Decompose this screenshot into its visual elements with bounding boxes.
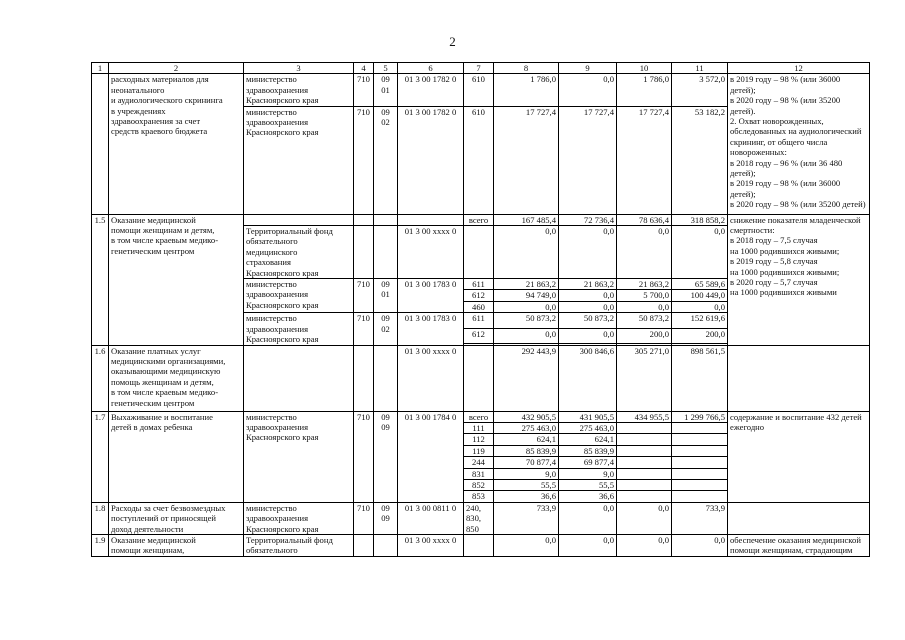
column-header: 9: [559, 63, 617, 74]
expense-type-code: 852: [464, 479, 494, 490]
expense-type-code: 611: [464, 279, 494, 290]
table-row: [92, 534, 870, 556]
section-code: 09 02: [374, 313, 398, 345]
section-code: 09 02: [374, 106, 398, 214]
section-code: 09 01: [374, 279, 398, 313]
table-row: [92, 74, 870, 106]
grbs-code: 710: [354, 313, 374, 345]
expense-type-code: 119: [464, 445, 494, 456]
amount-2018: 292 443,9: [494, 345, 559, 411]
section-code: 09 09: [374, 502, 398, 534]
measure-name: Оказание платных услуг медицинскими организациями, оказывающими медицинскую помощь женщинам и детям, в том числе краевым медико- генетическим центром: [109, 345, 244, 411]
amount-2020: 5 700,0: [617, 290, 672, 301]
grbs-code: 710: [354, 502, 374, 534]
expense-type-code: 244: [464, 457, 494, 468]
amount-2020: 50 873,2: [617, 313, 672, 328]
expense-type-code: 610: [464, 74, 494, 106]
expected-result: содержание и воспитание 432 детей ежегодно: [728, 411, 870, 502]
amount-2018: 0,0: [494, 301, 559, 312]
amount-total: 733,9: [672, 502, 728, 534]
amount-2020: 17 727,4: [617, 106, 672, 214]
amount-2018: 50 873,2: [494, 313, 559, 328]
amount-2018: 0,0: [494, 328, 559, 343]
expense-type-code: всего: [464, 214, 494, 225]
row-number: 1.9: [92, 534, 109, 556]
amount-2019: 0,0: [559, 226, 617, 279]
page-number: 2: [449, 34, 456, 49]
table-row: [92, 411, 870, 422]
column-header: 1: [92, 63, 109, 74]
organization: министерство здравоохранения Красноярского края: [244, 279, 354, 313]
amount-2019: 50 873,2: [559, 313, 617, 328]
expense-type-code: 831: [464, 468, 494, 479]
amount-2020: 0,0: [617, 301, 672, 312]
target-article-code: 01 3 00 хххх 0: [398, 226, 464, 279]
target-article-code: 01 3 00 хххх 0: [398, 345, 464, 411]
amount-2020: 434 955,5: [617, 411, 672, 422]
target-article-code: 01 3 00 1782 0: [398, 106, 464, 214]
amount-2019: 300 846,6: [559, 345, 617, 411]
expense-type-code: 853: [464, 491, 494, 502]
target-article-code: 01 3 00 1782 0: [398, 74, 464, 106]
organization: [244, 214, 354, 225]
expense-type-code: 111: [464, 422, 494, 433]
row-number: 1.7: [92, 411, 109, 502]
amount-2018: 55,5: [494, 479, 559, 490]
amount-2018: 94 749,0: [494, 290, 559, 301]
amount-total: 200,0: [672, 328, 728, 343]
measure-name: расходных материалов для неонатального и аудиологического скрининга в учреждениях здравоохранения за счет средств краевого бюджета: [109, 74, 244, 214]
expense-type-code: 240, 830, 850: [464, 502, 494, 534]
amount-total: 898 561,5: [672, 345, 728, 411]
table-row: [92, 345, 870, 411]
measure-name: Расходы за счет безвозмездных поступлений от приносящей доход деятельности: [109, 502, 244, 534]
amount-2019: 17 727,4: [559, 106, 617, 214]
amount-2018: 432 905,5: [494, 411, 559, 422]
amount-total: 53 182,2: [672, 106, 728, 214]
amount-2020: 78 636,4: [617, 214, 672, 225]
amount-2019: 55,5: [559, 479, 617, 490]
amount-total: 318 858,2: [672, 214, 728, 225]
amount-total: 0,0: [672, 534, 728, 556]
column-numbers-row: [92, 63, 870, 74]
program-table: [91, 62, 870, 557]
grbs-code: 710: [354, 106, 374, 214]
row-number: 1.5: [92, 214, 109, 345]
row-number: 1.8: [92, 502, 109, 534]
section-code: 09 01: [374, 74, 398, 106]
amount-2019: 21 863,2: [559, 279, 617, 290]
amount-2018: 167 485,4: [494, 214, 559, 225]
table-row: [92, 214, 870, 225]
amount-2019: 36,6: [559, 491, 617, 502]
amount-total: 1 299 766,5: [672, 411, 728, 422]
column-header: 11: [672, 63, 728, 74]
amount-2018: 0,0: [494, 534, 559, 556]
target-article-code: 01 3 00 1783 0: [398, 313, 464, 345]
table-row: [92, 502, 870, 534]
organization: Территориальный фонд обязательного: [244, 534, 354, 556]
measure-name: Оказание медицинской помощи женщинам,: [109, 534, 244, 556]
amount-2018: 17 727,4: [494, 106, 559, 214]
column-header: 4: [354, 63, 374, 74]
amount-2019: 69 877,4: [559, 457, 617, 468]
amount-2018: 0,0: [494, 226, 559, 279]
column-header: 12: [728, 63, 870, 74]
amount-2019: 0,0: [559, 534, 617, 556]
amount-2018: 275 463,0: [494, 422, 559, 433]
amount-total: 0,0: [672, 301, 728, 312]
column-header: 10: [617, 63, 672, 74]
amount-2018: 36,6: [494, 491, 559, 502]
expense-type-code: 612: [464, 328, 494, 343]
expense-type-code: 612: [464, 290, 494, 301]
target-article-code: 01 3 00 1784 0: [398, 411, 464, 502]
expense-type-code: 112: [464, 434, 494, 445]
amount-2019: 85 839,9: [559, 445, 617, 456]
amount-2018: 9,0: [494, 468, 559, 479]
grbs-code: 710: [354, 279, 374, 313]
column-header: 8: [494, 63, 559, 74]
amount-2019: 624,1: [559, 434, 617, 445]
column-header: 6: [398, 63, 464, 74]
amount-total: 3 572,0: [672, 74, 728, 106]
column-header: 3: [244, 63, 354, 74]
amount-2020: 0,0: [617, 226, 672, 279]
expense-type-code: 460: [464, 301, 494, 312]
measure-name: Выхаживание и воспитание детей в домах ребенка: [109, 411, 244, 502]
organization: министерство здравоохранения Красноярского края: [244, 411, 354, 502]
amount-2018: 85 839,9: [494, 445, 559, 456]
amount-2019: 0,0: [559, 502, 617, 534]
amount-2020: 305 271,0: [617, 345, 672, 411]
row-number: [92, 74, 109, 214]
amount-2018: 70 877,4: [494, 457, 559, 468]
amount-2019: 72 736,4: [559, 214, 617, 225]
organization: министерство здравоохранения Красноярского края: [244, 313, 354, 345]
amount-2020: 21 863,2: [617, 279, 672, 290]
expected-result: снижение показателя младенческой смертности: в 2018 году – 7,5 случая на 1000 родившихся живыми; в 2019 году – 5,8 случая на 1000 родившихся живыми; в 2020 году – 5,7 случая на 1000 родившихся живыми: [728, 214, 870, 345]
amount-2019: 0,0: [559, 301, 617, 312]
amount-2018: 1 786,0: [494, 74, 559, 106]
amount-2018: 624,1: [494, 434, 559, 445]
expense-type-code: 610: [464, 106, 494, 214]
grbs-code: 710: [354, 74, 374, 106]
target-article-code: 01 3 00 0811 0: [398, 502, 464, 534]
organization: министерство здравоохранения Красноярского края: [244, 74, 354, 106]
amount-2020: 0,0: [617, 502, 672, 534]
organization: министерство здравоохранения Красноярского края: [244, 502, 354, 534]
amount-2020: 0,0: [617, 534, 672, 556]
target-article-code: 01 3 00 хххх 0: [398, 534, 464, 556]
amount-total: 0,0: [672, 226, 728, 279]
expected-result: обеспечение оказания медицинской помощи женщинам, страдающим: [728, 534, 870, 556]
amount-2018: 21 863,2: [494, 279, 559, 290]
organization: министерство здравоохранения Красноярского края: [244, 106, 354, 214]
amount-2019: 0,0: [559, 328, 617, 343]
expense-type-code: всего: [464, 411, 494, 422]
expense-type-code: 611: [464, 313, 494, 328]
column-header: 7: [464, 63, 494, 74]
organization: Территориальный фонд обязательного медицинского страхования Красноярского края: [244, 226, 354, 279]
amount-2019: 275 463,0: [559, 422, 617, 433]
expected-result: в 2019 году – 98 % (или 36000 детей); в 2020 году – 98 % (или 35200 детей). 2. Охват новорожденных, обследованных на аудиологический скрининг, от общего числа новороженных: в 2018 году – 96 % (или 36 480 детей); в 2019 году – 98 % (или 36000 детей); в 2020 году – 98 % (или 35200 детей): [728, 74, 870, 214]
amount-2019: 0,0: [559, 74, 617, 106]
amount-total: 100 449,0: [672, 290, 728, 301]
amount-2020: 200,0: [617, 328, 672, 343]
amount-total: 152 619,6: [672, 313, 728, 328]
amount-total: 65 589,6: [672, 279, 728, 290]
amount-2020: 1 786,0: [617, 74, 672, 106]
target-article-code: 01 3 00 1783 0: [398, 279, 464, 313]
grbs-code: 710: [354, 411, 374, 502]
column-header: 5: [374, 63, 398, 74]
amount-2019: 0,0: [559, 290, 617, 301]
measure-name: Оказание медицинской помощи женщинам и детям, в том числе краевым медико- генетическим центром: [109, 214, 244, 345]
section-code: 09 09: [374, 411, 398, 502]
amount-2018: 733,9: [494, 502, 559, 534]
column-header: 2: [109, 63, 244, 74]
amount-2019: 431 905,5: [559, 411, 617, 422]
amount-2019: 9,0: [559, 468, 617, 479]
row-number: 1.6: [92, 345, 109, 411]
